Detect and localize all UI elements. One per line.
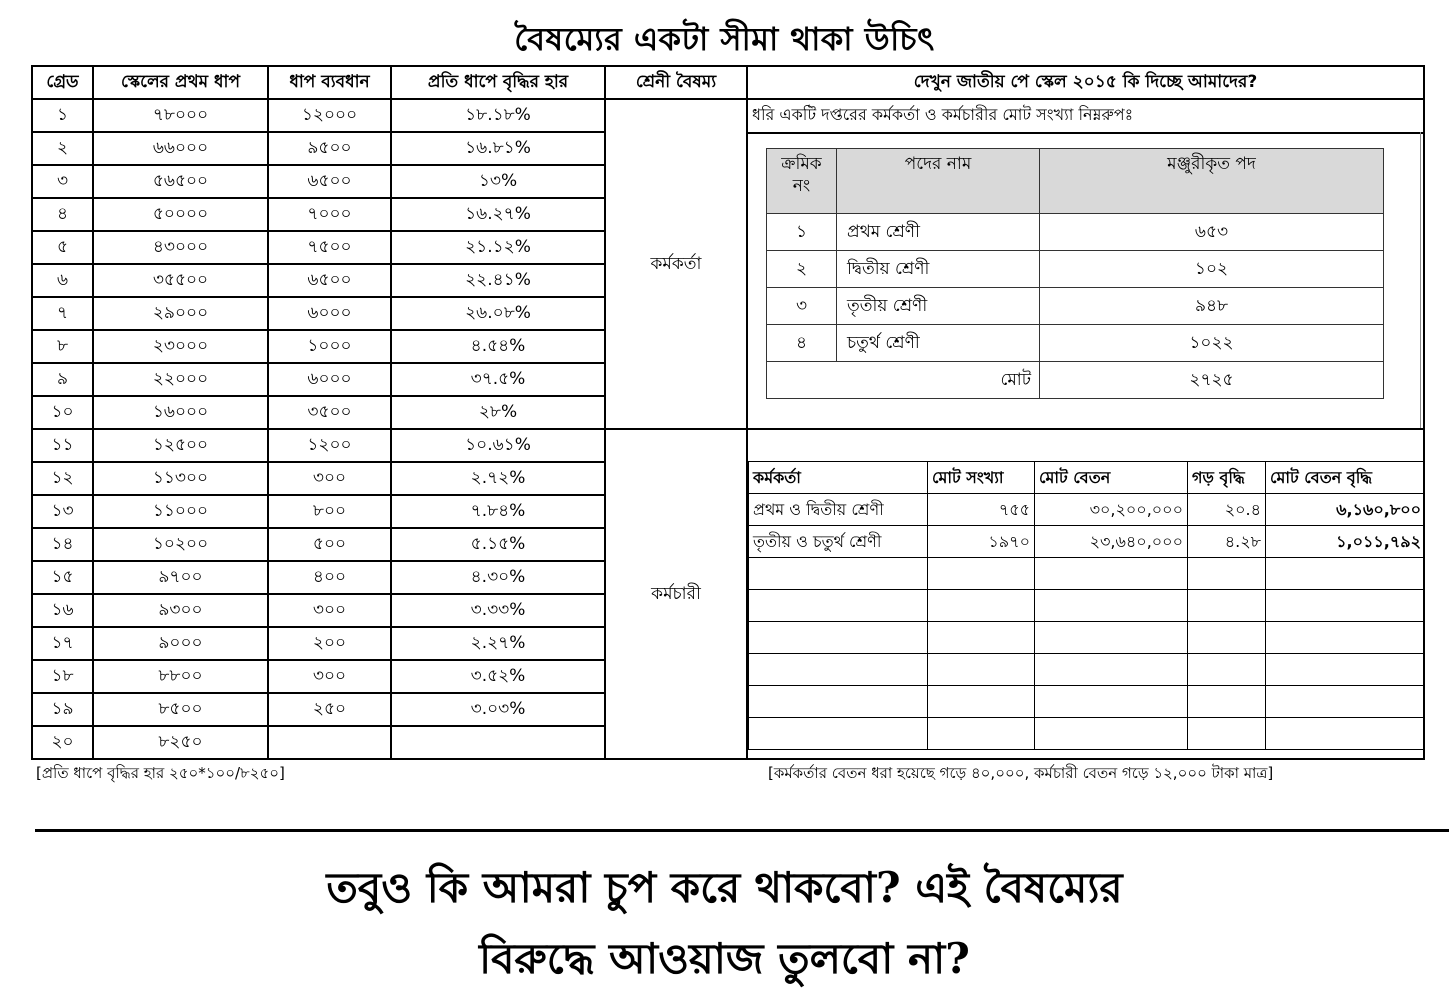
first-step-cell: ১৬০০০ xyxy=(93,396,268,429)
salary-increase-table xyxy=(748,430,1424,750)
empty-cell xyxy=(749,654,928,686)
salary-class: তৃতীয় ও চতুর্থ শ্রেণী xyxy=(749,526,928,558)
step-gap-cell: ৬০০০ xyxy=(268,363,391,396)
first-step-cell: ১১৩০০ xyxy=(93,462,268,495)
rate-cell: ১৬.৮১% xyxy=(391,132,605,165)
header-sanctioned: মঞ্জুরীকৃত পদ xyxy=(1040,149,1384,214)
post-serial: ১ xyxy=(767,214,837,251)
empty-cell xyxy=(749,590,928,622)
rate-cell: ১৮.১৮% xyxy=(391,99,605,132)
step-gap-cell: ৮০০ xyxy=(268,495,391,528)
first-step-cell: ৮৫০০ xyxy=(93,693,268,726)
salary-total: ২৩,৬৪০,০০০ xyxy=(1035,526,1188,558)
header-panel: দেখুন জাতীয় পে স্কেল ২০১৫ কি দিচ্ছে আমাদের? xyxy=(747,66,1424,99)
total-value: ২৭২৫ xyxy=(1040,362,1384,399)
empty-cell xyxy=(749,622,928,654)
first-step-cell: ২৩০০০ xyxy=(93,330,268,363)
empty-cell xyxy=(1188,686,1266,718)
empty-row xyxy=(749,558,1425,590)
grade-cell: ১৪ xyxy=(32,528,93,561)
grade-cell: ৬ xyxy=(32,264,93,297)
step-gap-cell: ৬০০০ xyxy=(268,297,391,330)
salary-increase: ১,০১১,৭৯২ xyxy=(1266,526,1425,558)
post-count-table xyxy=(766,148,1384,399)
table-row xyxy=(32,99,1424,132)
grade-cell: ২ xyxy=(32,132,93,165)
empty-cell xyxy=(1035,686,1188,718)
rate-cell: ১৩% xyxy=(391,165,605,198)
first-step-cell: ৮২৫০ xyxy=(93,726,268,759)
table-header-row xyxy=(32,66,1424,99)
rate-cell: ২.৭২% xyxy=(391,462,605,495)
rate-cell: ৩.৫২% xyxy=(391,660,605,693)
first-step-cell: ১০২০০ xyxy=(93,528,268,561)
salary-increase: ৬,১৬০,৮০০ xyxy=(1266,494,1425,526)
grade-cell: ১৩ xyxy=(32,495,93,528)
header-category: শ্রেনী বৈষম্য xyxy=(605,66,747,99)
salary-count: ৭৫৫ xyxy=(928,494,1035,526)
footnote-right: [কর্মকর্তার বেতন ধরা হয়েছে গড়ে ৪০,০০০, কর্মচারী বেতন গড়ে ১২,০০০ টাকা মাত্র] xyxy=(768,764,1274,782)
empty-cell xyxy=(1266,558,1425,590)
table-row xyxy=(32,429,1424,462)
salary-header-row xyxy=(749,462,1425,494)
rate-cell xyxy=(391,726,605,759)
step-gap-cell: ২৫০ xyxy=(268,693,391,726)
slogan-line-1: তবুও কি আমরা চুপ করে থাকবো? এই বৈষম্যের xyxy=(326,863,1123,912)
empty-cell xyxy=(1266,686,1425,718)
empty-row xyxy=(749,590,1425,622)
footnote-left: [প্রতি ধাপে বৃদ্ধির হার ২৫০*১০০/৮২৫০] xyxy=(36,764,285,782)
post-serial: ২ xyxy=(767,251,837,288)
first-step-cell: ৩৫৫০০ xyxy=(93,264,268,297)
empty-cell xyxy=(1188,622,1266,654)
empty-cell xyxy=(749,558,928,590)
empty-cell xyxy=(1188,654,1266,686)
step-gap-cell: ৩৫০০ xyxy=(268,396,391,429)
step-gap-cell: ৯৫০০ xyxy=(268,132,391,165)
empty-cell xyxy=(1188,590,1266,622)
step-gap-cell: ৩০০ xyxy=(268,660,391,693)
grade-cell: ১৬ xyxy=(32,594,93,627)
grade-cell: ৮ xyxy=(32,330,93,363)
header-grade: গ্রেড xyxy=(32,66,93,99)
grade-cell: ১০ xyxy=(32,396,93,429)
post-row xyxy=(767,288,1384,325)
post-row xyxy=(767,325,1384,362)
post-name: চতুর্থ শ্রেণী xyxy=(837,325,1040,362)
salary-total: ৩০,২০০,০০০ xyxy=(1035,494,1188,526)
first-step-cell: ২২০০০ xyxy=(93,363,268,396)
first-step-cell: ৯৩০০ xyxy=(93,594,268,627)
step-gap-cell: ১০০০ xyxy=(268,330,391,363)
grade-cell: ১৯ xyxy=(32,693,93,726)
header-total-count: মোট সংখ্যা xyxy=(928,462,1035,494)
header-post-name: পদের নাম xyxy=(837,149,1040,214)
lower-spacer-row xyxy=(749,430,1425,462)
step-gap-cell: ১২০০০ xyxy=(268,99,391,132)
slogan-line-2: বিরুদ্ধে আওয়াজ তুলবো না? xyxy=(479,934,970,983)
header-total-salary: মোট বেতন xyxy=(1035,462,1188,494)
first-step-cell: ২৯০০০ xyxy=(93,297,268,330)
step-gap-cell: ৬৫০০ xyxy=(268,165,391,198)
rate-cell: ৪.৫৪% xyxy=(391,330,605,363)
post-count: ১০২ xyxy=(1040,251,1384,288)
empty-cell xyxy=(928,590,1035,622)
rate-cell: ১০.৬১% xyxy=(391,429,605,462)
step-gap-cell: ৫০০ xyxy=(268,528,391,561)
grade-cell: ২০ xyxy=(32,726,93,759)
empty-cell xyxy=(1266,622,1425,654)
salary-row xyxy=(749,494,1425,526)
header-rate: প্রতি ধাপে বৃদ্ধির হার xyxy=(391,66,605,99)
grade-cell: ৭ xyxy=(32,297,93,330)
empty-cell xyxy=(928,622,1035,654)
panel-gridline xyxy=(1420,132,1421,428)
category-officer: কর্মকর্তা xyxy=(605,99,747,429)
empty-cell xyxy=(928,718,1035,750)
rate-cell: ২৬.০৮% xyxy=(391,297,605,330)
salary-class: প্রথম ও দ্বিতীয় শ্রেণী xyxy=(749,494,928,526)
post-row xyxy=(767,251,1384,288)
grade-cell: ৫ xyxy=(32,231,93,264)
category-staff: কর্মচারী xyxy=(605,429,747,759)
empty-cell xyxy=(1035,718,1188,750)
post-count: ১০২২ xyxy=(1040,325,1384,362)
page-title: বৈষম্যের একটা সীমা থাকা উচিৎ xyxy=(514,20,935,58)
first-step-cell: ১১০০০ xyxy=(93,495,268,528)
grade-cell: ১ xyxy=(32,99,93,132)
upper-panel xyxy=(748,100,1423,428)
step-gap-cell xyxy=(268,726,391,759)
empty-cell xyxy=(1188,718,1266,750)
grade-cell: ৩ xyxy=(32,165,93,198)
grade-cell: ১৭ xyxy=(32,627,93,660)
post-table-header xyxy=(767,149,1384,214)
salary-count: ১৯৭০ xyxy=(928,526,1035,558)
post-count: ৯৪৮ xyxy=(1040,288,1384,325)
rate-cell: ২১.১২% xyxy=(391,231,605,264)
grade-cell: ১২ xyxy=(32,462,93,495)
rate-cell: ৫.১৫% xyxy=(391,528,605,561)
rate-cell: ৩.০৩% xyxy=(391,693,605,726)
step-gap-cell: ৩০০ xyxy=(268,594,391,627)
grade-cell: ৪ xyxy=(32,198,93,231)
post-name: প্রথম শ্রেণী xyxy=(837,214,1040,251)
salary-avg: ২০.৪ xyxy=(1188,494,1266,526)
grade-cell: ১১ xyxy=(32,429,93,462)
first-step-cell: ৪৩০০০ xyxy=(93,231,268,264)
empty-cell xyxy=(928,654,1035,686)
first-step-cell: ৫৬৫০০ xyxy=(93,165,268,198)
header-first-step: স্কেলের প্রথম ধাপ xyxy=(93,66,268,99)
divider xyxy=(35,829,1449,832)
panel-intro-divider xyxy=(748,132,1423,134)
empty-cell xyxy=(1035,558,1188,590)
post-total-row xyxy=(767,362,1384,399)
first-step-cell: ৬৬০০০ xyxy=(93,132,268,165)
header-class: কর্মকর্তা xyxy=(749,462,928,494)
rate-cell: ৩৭.৫% xyxy=(391,363,605,396)
step-gap-cell: ১২০০ xyxy=(268,429,391,462)
first-step-cell: ৭৮০০০ xyxy=(93,99,268,132)
empty-cell xyxy=(1266,654,1425,686)
empty-cell xyxy=(1266,718,1425,750)
first-step-cell: ৯০০০ xyxy=(93,627,268,660)
step-gap-cell: ২০০ xyxy=(268,627,391,660)
rate-cell: ২.২৭% xyxy=(391,627,605,660)
post-name: তৃতীয় শ্রেণী xyxy=(837,288,1040,325)
spacer-cell xyxy=(749,430,1425,462)
first-step-cell: ৫০০০০ xyxy=(93,198,268,231)
post-serial: ৩ xyxy=(767,288,837,325)
rate-cell: ৩.৩৩% xyxy=(391,594,605,627)
rate-cell: ২৮% xyxy=(391,396,605,429)
post-count: ৬৫৩ xyxy=(1040,214,1384,251)
empty-cell xyxy=(1035,654,1188,686)
rate-cell: ১৬.২৭% xyxy=(391,198,605,231)
grade-cell: ৯ xyxy=(32,363,93,396)
empty-row xyxy=(749,718,1425,750)
first-step-cell: ১২৫০০ xyxy=(93,429,268,462)
rate-cell: ২২.৪১% xyxy=(391,264,605,297)
first-step-cell: ৮৮০০ xyxy=(93,660,268,693)
empty-cell xyxy=(749,718,928,750)
post-name: দ্বিতীয় শ্রেণী xyxy=(837,251,1040,288)
step-gap-cell: ৭০০০ xyxy=(268,198,391,231)
header-step-gap: ধাপ ব্যবধান xyxy=(268,66,391,99)
empty-row xyxy=(749,686,1425,718)
pay-scale-table xyxy=(31,65,1425,760)
step-gap-cell: ৬৫০০ xyxy=(268,264,391,297)
header-serial: ক্রমিক নং xyxy=(767,149,837,214)
header-total-increase: মোট বেতন বৃদ্ধি xyxy=(1266,462,1425,494)
empty-cell xyxy=(928,558,1035,590)
rate-cell: ৭.৮৪% xyxy=(391,495,605,528)
first-step-cell: ৯৭০০ xyxy=(93,561,268,594)
empty-cell xyxy=(1266,590,1425,622)
empty-cell xyxy=(928,686,1035,718)
post-row xyxy=(767,214,1384,251)
empty-row xyxy=(749,654,1425,686)
panel-intro: ধরি একটি দপ্তরের কর্মকর্তা ও কর্মচারীর মোট সংখ্যা নিম্নরুপঃ xyxy=(752,105,1134,124)
step-gap-cell: ৭৫০০ xyxy=(268,231,391,264)
rate-cell: ৪.৩০% xyxy=(391,561,605,594)
empty-cell xyxy=(1035,622,1188,654)
empty-cell xyxy=(1035,590,1188,622)
empty-cell xyxy=(1188,558,1266,590)
upper-panel-cell xyxy=(747,99,1424,429)
total-label: মোট xyxy=(767,362,1040,399)
header-avg-increase: গড় বৃদ্ধি xyxy=(1188,462,1266,494)
empty-cell xyxy=(749,686,928,718)
post-serial: ৪ xyxy=(767,325,837,362)
grade-cell: ১৫ xyxy=(32,561,93,594)
step-gap-cell: ৩০০ xyxy=(268,462,391,495)
salary-avg: ৪.২৮ xyxy=(1188,526,1266,558)
lower-panel-cell xyxy=(747,429,1424,759)
step-gap-cell: ৪০০ xyxy=(268,561,391,594)
grade-cell: ১৮ xyxy=(32,660,93,693)
salary-row xyxy=(749,526,1425,558)
empty-row xyxy=(749,622,1425,654)
